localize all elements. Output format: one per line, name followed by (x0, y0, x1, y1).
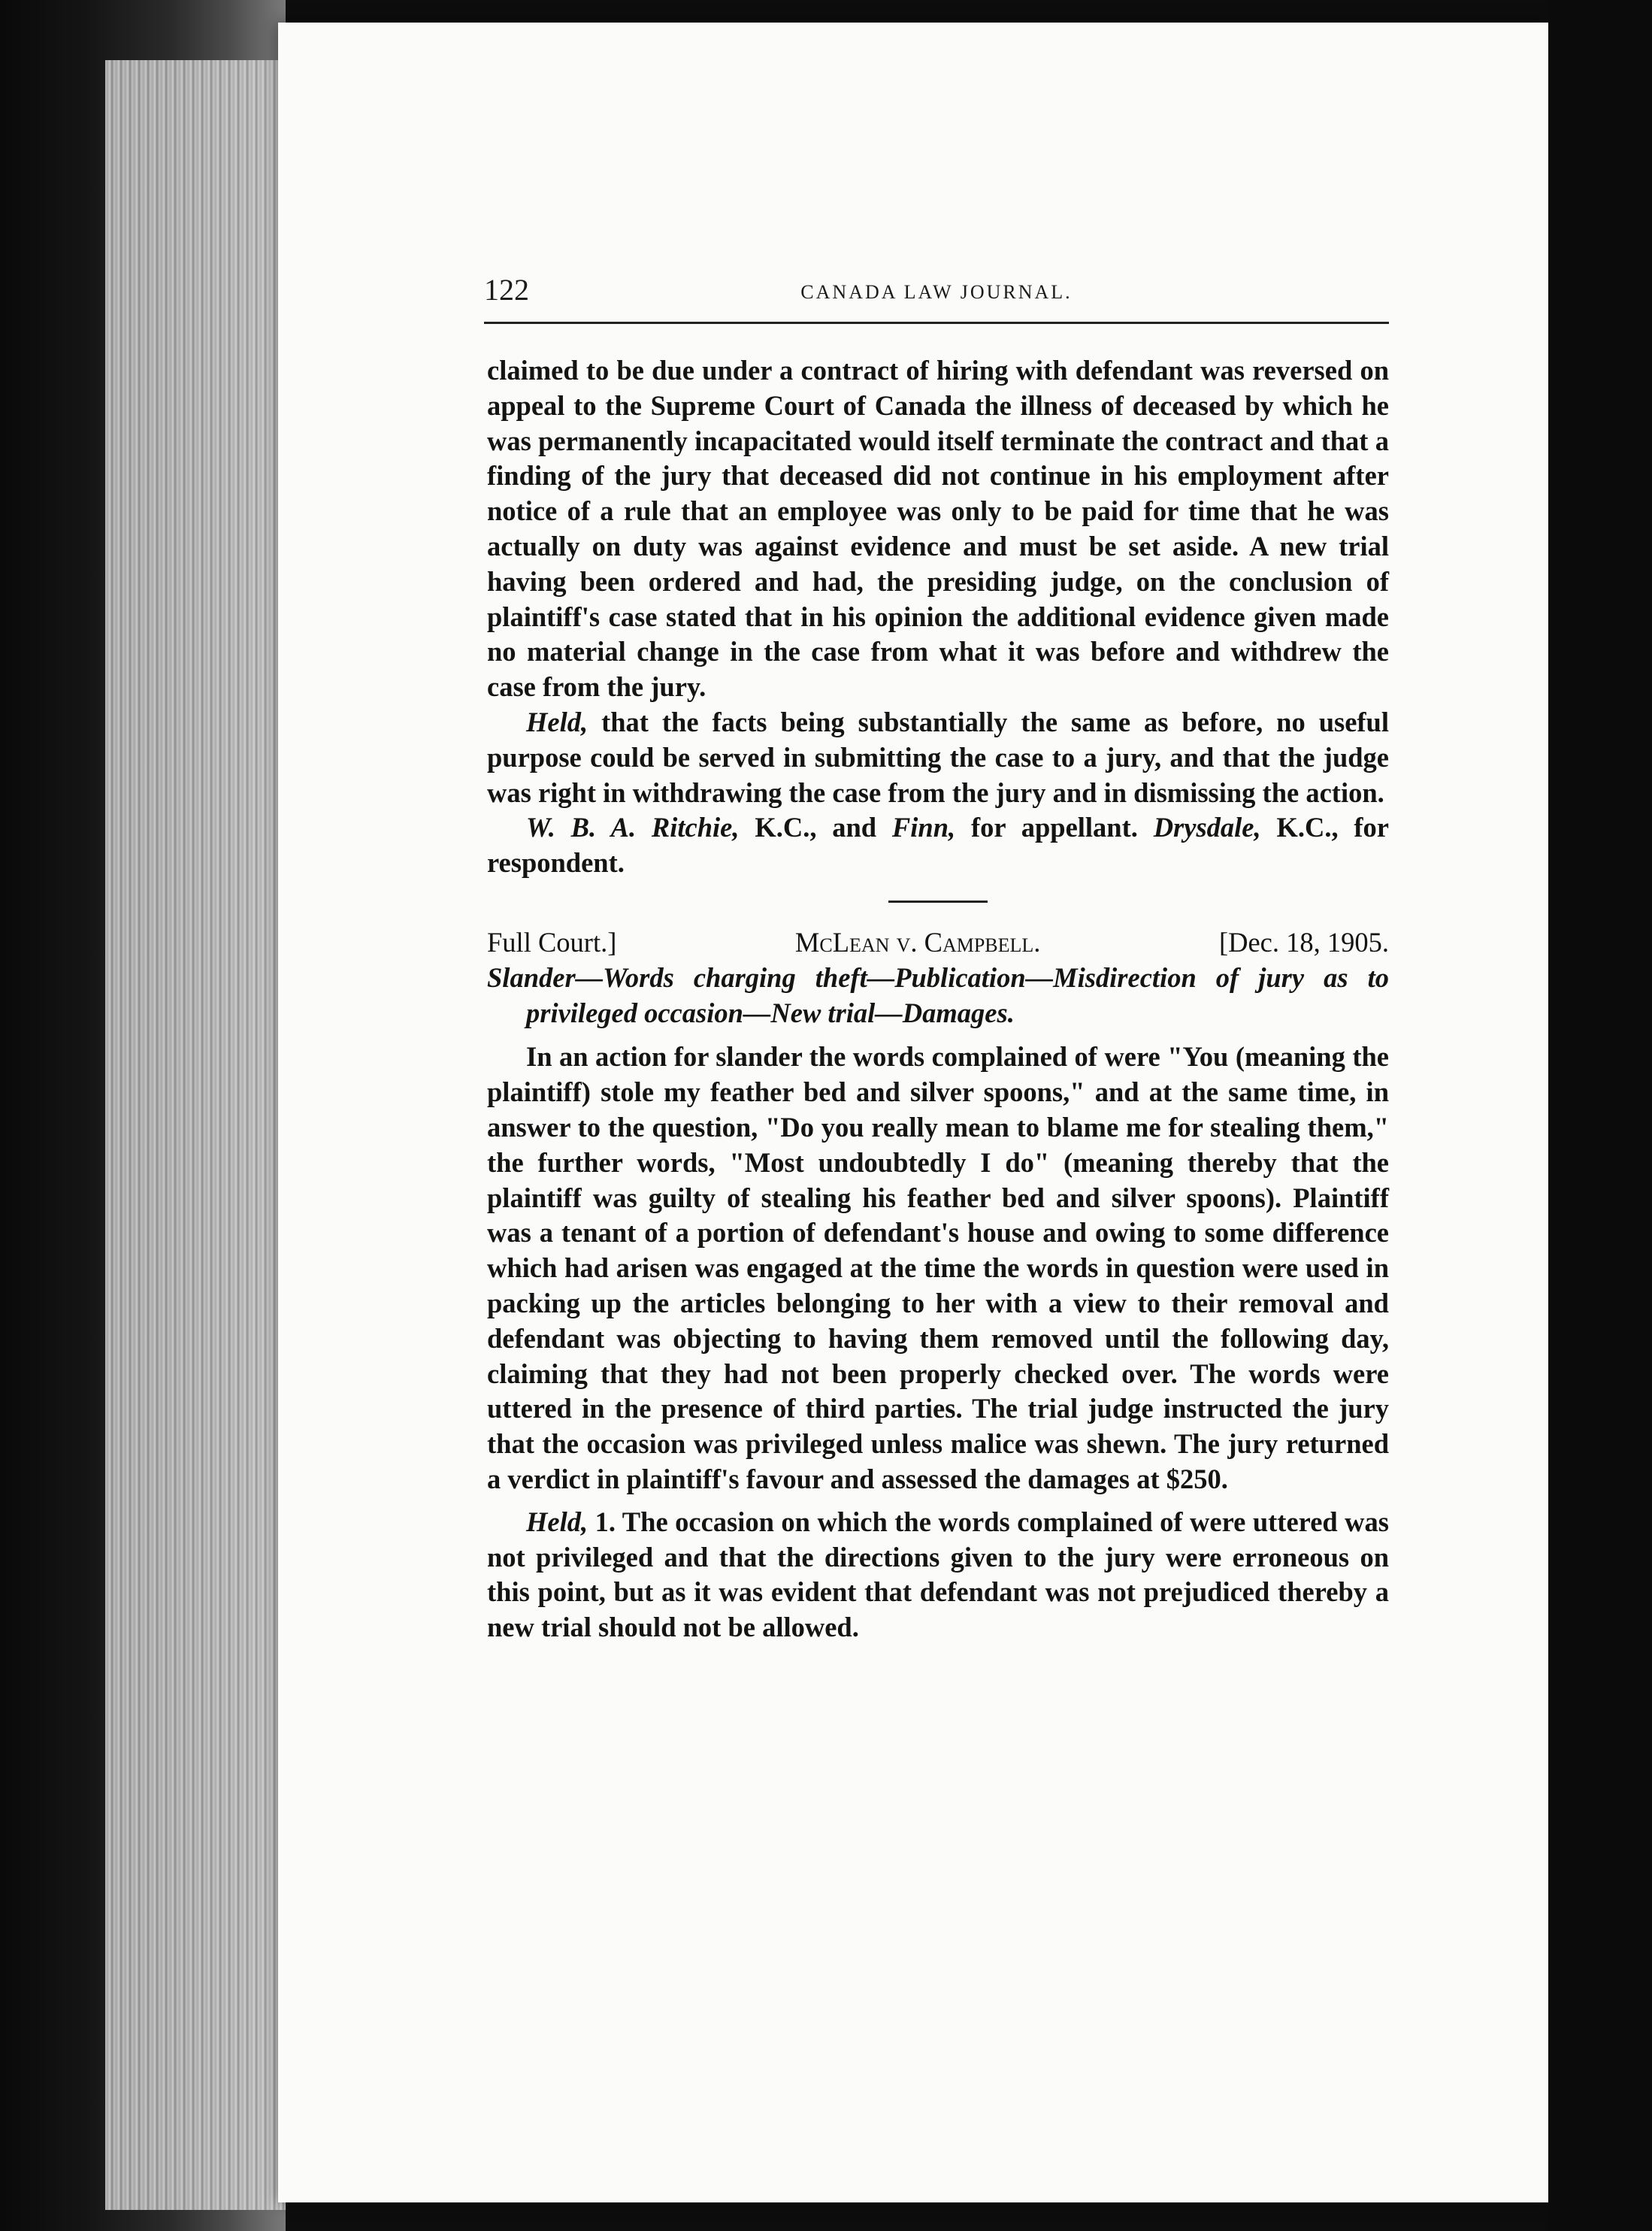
header-rule (484, 322, 1389, 324)
page-number: 122 (484, 273, 529, 307)
paragraph-line: of deceased by which he was permanently incapacitated would (487, 389, 1390, 456)
respondent-counsel: Drysdale, (1153, 812, 1261, 843)
for-appellant: for appellant. (955, 812, 1154, 843)
paragraph-line: reversed on appeal to the Supreme Court of Canada the illness (487, 355, 1389, 421)
page-body (487, 353, 1389, 1645)
paragraph-line: the conclusion of plaintiff's case stated that in his opinion the (487, 565, 1389, 632)
case2-headnote: Slander—Words charging theft—Publication—Misdirection of jury as to privileged occasion—New trial—Damages. (487, 961, 1389, 1028)
case2-facts: In an action for slander the words complained of were "You (meaning the plaintiff) stole my feather bed and silver spoons," and at the same time, in answer to the question, "Do you really mean to blame me for stealing them," the further words, "Most undoubtedly I do" (meaning thereby that the plaintiff was guilty of stealing his feather bed and silver spoons). Plaintiff was a tenant of a portion of defendant's house and owing to some difference which had arisen was engaged at the time the words in question were used in packing up the articles belonging to her with a view to their removal and defendant was objecting to having them removed until the following day, claiming that they had not been properly checked over. The words were uttered in the presence of third parties. The trial judge instructed the jury that the occasion was privileged unless malice was shewn. The jury returned a verdict in plaintiff's favour and assessed the damages at $250. (487, 1041, 1389, 1494)
scan-border-right (1548, 0, 1652, 2231)
paragraph-line: claimed to be due under a contract of hiring with defendant was (487, 355, 1253, 386)
paragraph-line: itself terminate the contract and that a finding of the jury that (487, 425, 1389, 492)
appellant-counsel-2: Finn, (891, 812, 956, 843)
paragraph-line: new trial having been ordered and had, the presiding judge, on (487, 530, 1390, 597)
paragraph-line: additional evidence given made no material change in the case (487, 601, 1389, 667)
journal-title: CANADA LAW JOURNAL. (800, 281, 1073, 303)
paragraph-line: actually on duty was against evidence and must be set aside. A (487, 530, 1280, 562)
held-text: 1. The occasion on which the words complained of were uttered was not privileged and that the directions given to the jury were erroneous on this point, but as it was evident that defendant was not prejudiced thereby a new trial should not be allowed. (487, 1506, 1389, 1643)
court-name: Full Court.] (487, 926, 617, 958)
held-label: Held, (526, 706, 588, 737)
section-separator (888, 901, 988, 903)
case1-paragraph (487, 353, 1389, 705)
case1-counsel (487, 810, 1389, 881)
style-of-cause: McLean v. Campbell. (794, 926, 1041, 958)
page-edges (105, 60, 286, 2210)
paragraph-line: rule that an employee was only to be paid for time that he was (623, 495, 1389, 527)
paragraph-line: deceased did not continue in his employment after notice of a (487, 460, 1389, 527)
held-text: that the facts being substantially the same as before, no useful purpose could be served in submitting the case to a jury, and that the judge was right in withdrawing the case from the jury and in dismissing the action. (487, 706, 1389, 808)
case2-holding (487, 1505, 1389, 1645)
case1-holding (487, 705, 1389, 810)
appellant-counsel-1: W. B. A. Ritchie, (526, 812, 740, 843)
case2-heading (487, 925, 1389, 961)
for-respondent: K.C., for respondent. (487, 812, 1389, 879)
decision-date: [Dec. 18, 1905. (1218, 926, 1389, 958)
running-head (484, 272, 1389, 307)
held-label: Held, (526, 1506, 588, 1537)
paragraph-line: from what it was before and withdrew the case from the jury. (487, 636, 1390, 703)
kc-text: K.C., and (739, 812, 892, 843)
